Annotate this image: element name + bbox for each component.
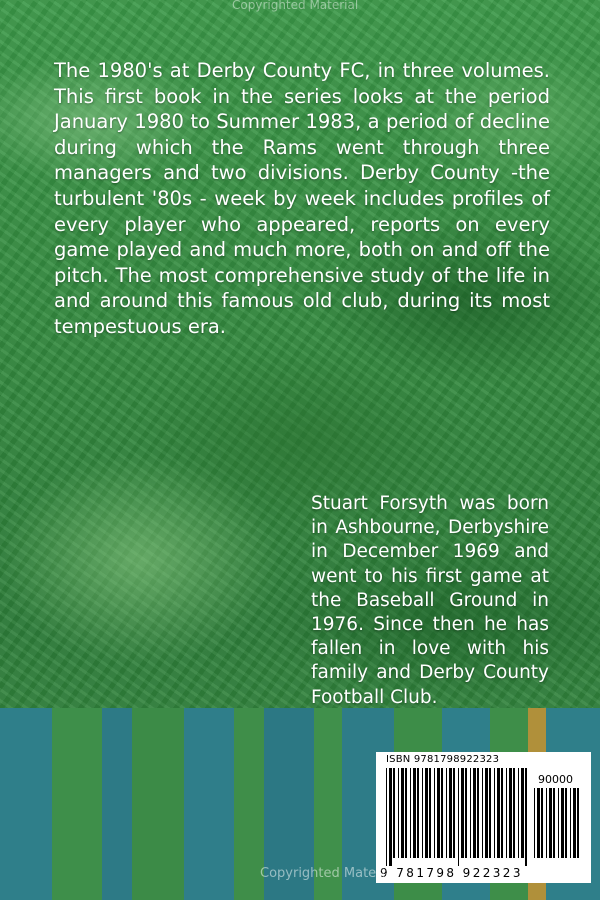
barcode-bar — [386, 768, 387, 866]
barcode-bar — [461, 768, 464, 858]
barcode-bar — [577, 788, 579, 858]
barcode-bar — [570, 788, 571, 858]
barcode-bar — [405, 768, 407, 858]
barcode-bar — [525, 768, 527, 866]
barcode-bar — [389, 768, 392, 866]
barcode-bar — [458, 768, 459, 866]
stripe — [132, 708, 184, 900]
barcode-bar — [489, 768, 491, 858]
barcode-bar — [482, 768, 483, 858]
barcode-bar — [434, 768, 435, 858]
barcode-bar — [417, 768, 419, 858]
price-barcode-bars — [534, 788, 584, 866]
barcode-bar — [558, 788, 559, 858]
copyright-watermark: Copyrighted Material — [260, 866, 397, 881]
barcode-bar — [422, 768, 423, 858]
barcode-bar — [546, 788, 547, 858]
barcode-bar — [441, 768, 443, 858]
barcode-bar — [485, 768, 488, 858]
barcode-digits: 9 781798 922323 — [380, 866, 523, 880]
barcode-bar — [393, 768, 395, 858]
barcode-bar — [497, 768, 500, 858]
barcode-bar — [446, 768, 447, 858]
author-bio: Stuart Forsyth was born in Ashbourne, Derbyshire in December 1969 and went to his first game at the Baseball Ground in 1976. Since then he has fallen in love with his family and Derby County Football Club. — [311, 493, 549, 708]
barcode-bar — [537, 788, 540, 858]
barcode-bar — [401, 768, 404, 858]
barcode-bar — [549, 788, 552, 858]
barcode-bar — [553, 788, 555, 858]
barcode-bars — [386, 768, 528, 866]
barcode-bar — [410, 768, 411, 858]
barcode-bar — [398, 768, 399, 858]
barcode-bar — [449, 768, 452, 858]
barcode-bar — [521, 768, 524, 858]
barcode-bar — [413, 768, 416, 858]
barcode-bar — [477, 768, 479, 858]
barcode-bar — [437, 768, 440, 858]
barcode-bar — [501, 768, 503, 858]
stripe — [102, 708, 132, 900]
barcode-bar — [470, 768, 471, 858]
isbn-label: ISBN 9781798922323 — [386, 754, 500, 765]
stripe — [184, 708, 234, 900]
barcode-bar — [425, 768, 428, 858]
price-code: 90000 — [538, 773, 573, 786]
barcode-bar — [513, 768, 515, 858]
barcode-box — [376, 752, 591, 883]
barcode-bar — [509, 768, 512, 858]
barcode-bar — [573, 788, 576, 858]
barcode-bar — [429, 768, 431, 858]
barcode-bar — [473, 768, 476, 858]
barcode-bar — [541, 788, 543, 858]
barcode-bar — [518, 768, 519, 858]
barcode-bar — [465, 768, 467, 858]
barcode-bar — [506, 768, 507, 858]
stripe — [0, 708, 52, 900]
barcode-bar — [565, 788, 567, 858]
barcode-bar — [534, 788, 535, 858]
barcode-bar — [561, 788, 564, 858]
barcode-bar — [453, 768, 455, 858]
stripe — [52, 708, 102, 900]
barcode-bar — [494, 768, 495, 858]
book-description: The 1980's at Derby County FC, in three volumes. This first book in the series looks at the period January 1980 to Summer 1983, a period of decline during which the Rams went through three managers and two divisions. Derby County -the turbulent '80s - week by week includes profiles of every player who appeared, reports on every game played and much more, both on and off the pitch. The most comprehensive study of the life in and around this famous old club, during its most tempestuous era. — [54, 59, 550, 338]
copyright-watermark-top: Copyrighted Material — [232, 0, 359, 12]
